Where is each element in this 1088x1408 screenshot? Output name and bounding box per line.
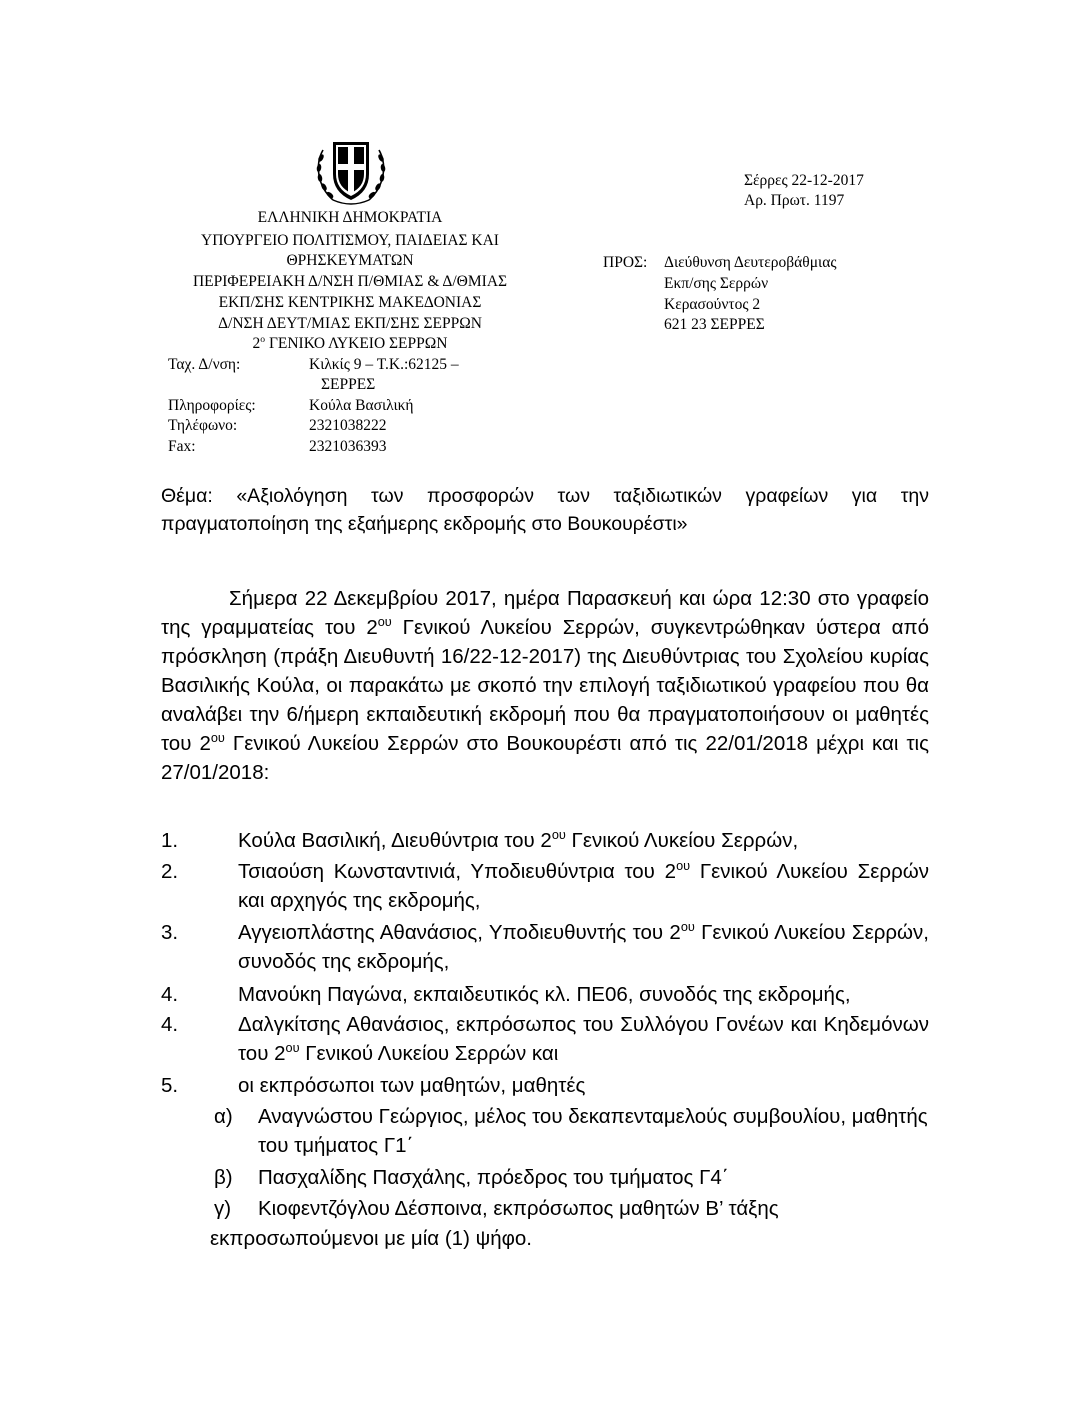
list-item: [238, 980, 929, 1009]
body-ordinal-2: ου: [210, 730, 225, 746]
body-ordinal-1: ου: [377, 614, 392, 630]
sub-item-letter: β): [214, 1166, 233, 1189]
body-paragraph: [161, 584, 929, 787]
address-line-1: Κιλκίς 9 – Τ.Κ.:62125 –: [309, 356, 459, 373]
list-item-text: Δαλγκίτσης Αθανάσιος, εκπρόσωπος του Συλλόγου Γονέων και Κηδεμόνων του 2: [238, 1013, 929, 1065]
document-date: Σέρρες 22-12-2017: [744, 172, 864, 189]
school-ordinal: ο: [260, 333, 266, 345]
list-item-number: 1.: [161, 829, 179, 852]
school-number: 2: [252, 335, 261, 352]
list-item-number: 3.: [161, 921, 179, 944]
body-text-3: Γενικού Λυκείου Σερρών στο Βουκουρέστι από τις 22/01/2018 μέχρι και τις 27/01/2018:: [161, 732, 929, 784]
recipient-line-3: Κερασούντος 2: [664, 296, 761, 313]
school-name: [150, 334, 550, 353]
list-item: [238, 826, 929, 855]
phone-label: Τηλέφωνο:: [168, 417, 238, 434]
phone-value: 2321038222: [309, 417, 387, 434]
greek-coat-of-arms-icon: [309, 128, 393, 212]
list-item-number: 4.: [161, 1013, 179, 1036]
list-item-ordinal: ου: [551, 827, 566, 843]
list-item-text: Τσιαούση Κωνσταντινιά, Υποδιευθύντρια του 2: [238, 860, 677, 883]
list-item-text: οι εκπρόσωποι των μαθητών, μαθητές: [238, 1074, 586, 1097]
list-item: [238, 1071, 929, 1100]
header-line-5: ΕΚΠ/ΣΗΣ ΚΕΝΤΡΙΚΗΣ ΜΑΚΕΔΟΝΙΑΣ: [218, 294, 482, 311]
body-text-1: Σήμερα 22 Δεκεμβρίου 2017, ημέρα Παρασκευή και ώρα 12:30 στο γραφείο της γραμματείας του 2: [161, 587, 929, 639]
sub-item-letter: γ): [214, 1197, 232, 1220]
sub-item-text: Κιοφεντζόγλου Δέσποινα, εκπρόσωπος μαθητών Β’ τάξης: [258, 1197, 779, 1220]
body-text-2: Γενικού Λυκείου Σερρών, συγκεντρώθηκαν ύστερα από πρόσκληση (πράξη Διευθυντή 16/22-12-2017) της Διευθύντριας του Σχολείου κυρίας Βασιλικής Κούλα, οι παρακάτω με σκοπό την επιλογή ταξιδιωτικού γραφείου που θα αναλάβει την 6/ήμερη εκπαιδευτική εκδρομή που θα πραγματοποιήσουν οι μαθητές του 2: [161, 616, 929, 755]
list-item-ordinal: ου: [676, 858, 691, 874]
fax-value: 2321036393: [309, 438, 387, 455]
list-item: [238, 857, 929, 915]
address-label: Ταχ. Δ/νση:: [168, 356, 241, 373]
list-item-ordinal: ου: [285, 1040, 300, 1056]
list-item-ordinal: ου: [680, 919, 695, 935]
sub-item-text: Αναγνώστου Γεώργιος, μέλος του δεκαπενταμελούς συμβουλίου, μαθητής του τμήματος Γ1΄: [258, 1105, 928, 1157]
header-line-6: Δ/ΝΣΗ ΔΕΥΤ/ΜΙΑΣ ΕΚΠ/ΣΗΣ ΣΕΡΡΩΝ: [218, 315, 482, 332]
sub-item-letter: α): [214, 1105, 233, 1128]
header-line-3: ΘΡΗΣΚΕΥΜΑΤΩΝ: [286, 252, 414, 269]
list-item: [238, 918, 929, 976]
sub-item-text: Πασχαλίδης Πασχάλης, πρόεδρος του τμήματος Γ4΄: [258, 1166, 729, 1189]
list-item-text: Αγγειοπλάστης Αθανάσιος, Υποδιευθυντής του 2: [238, 921, 681, 944]
school-name-text: ΓΕΝΙΚΟ ΛΥΚΕΙΟ ΣΕΡΡΩΝ: [265, 335, 448, 352]
protocol-number: Αρ. Πρωτ. 1197: [744, 192, 845, 209]
recipient-line-1: Διεύθυνση Δευτεροβάθμιας: [664, 254, 837, 271]
info-label: Πληροφορίες:: [168, 397, 256, 414]
subject-line: Θέμα: «Αξιολόγηση των προσφορών των ταξιδιωτικών γραφείων για την πραγματοποίηση της εξαήμερης εκδρομής στο Βουκουρέστι»: [161, 485, 929, 535]
list-item-text-end: Γενικού Λυκείου Σερρών,: [565, 829, 799, 852]
recipient-label: ΠΡΟΣ:: [603, 254, 648, 271]
fax-label: Fax:: [168, 438, 196, 455]
header-line-2: ΥΠΟΥΡΓΕΙΟ ΠΟΛΙΤΙΣΜΟΥ, ΠΑΙΔΕΙΑΣ ΚΑΙ: [201, 232, 499, 249]
header-line-4: ΠΕΡΙΦΕΡΕΙΑΚΗ Δ/ΝΣΗ Π/ΘΜΙΑΣ & Δ/ΘΜΙΑΣ: [192, 273, 508, 290]
list-item-text-end: Γενικού Λυκείου Σερρών και αρχηγός της εκδρομής,: [238, 860, 929, 912]
list-item-number: 4.: [161, 983, 179, 1006]
list-item-text: Κούλα Βασιλική, Διευθύντρια του 2: [238, 829, 552, 852]
list-item: [238, 1010, 929, 1068]
list-item-text-end: Γενικού Λυκείου Σερρών και: [299, 1042, 559, 1065]
list-item-number: 2.: [161, 860, 179, 883]
recipient-line-2: Εκπ/σης Σερρών: [664, 275, 769, 292]
list-item-number: 5.: [161, 1074, 179, 1097]
address-line-2: ΣΕΡΡΕΣ: [321, 376, 376, 393]
list-item-text-end: Γενικού Λυκείου Σερρών, συνοδός της εκδρομής,: [238, 921, 929, 973]
info-value: Κούλα Βασιλική: [309, 397, 414, 414]
header-line-1: ΕΛΛΗΝΙΚΗ ΔΗΜΟΚΡΑΤΙΑ: [257, 209, 443, 226]
closing-line: εκπροσωπούμενοι με μία (1) ψήφο.: [210, 1227, 532, 1250]
list-item-text: Μανούκη Παγώνα, εκπαιδευτικός κλ. ΠΕ06, συνοδός της εκδρομής,: [238, 983, 851, 1006]
recipient-line-4: 621 23 ΣΕΡΡΕΣ: [664, 316, 765, 333]
